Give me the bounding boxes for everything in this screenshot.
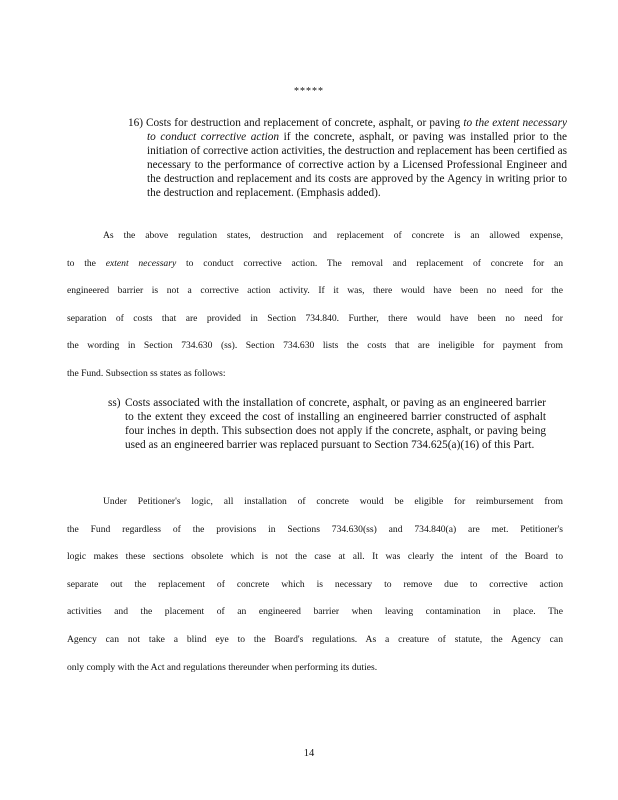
section-separator: ***** — [294, 86, 324, 97]
paragraph-1 — [67, 222, 563, 388]
block-quote-ss — [108, 396, 546, 452]
paragraph-2 — [67, 488, 563, 681]
quote-item-number: ss) — [108, 397, 121, 409]
paragraph-line: Agency can not take a blind eye to the Board's regulations. As a creature of statute, the Agency can — [67, 633, 563, 645]
line-text: to the — [67, 257, 106, 269]
paragraph-line: engineered barrier is not a corrective action activity. If it was, there would have been no need for the — [67, 285, 563, 297]
paragraph-line: the Fund regardless of the provisions in Sections 734.630(ss) and 734.840(a) are met. Petitioner's — [67, 523, 563, 535]
inline-emphasis: extent necessary — [105, 257, 177, 269]
quote-emphasis: to the extent necessary to conduct corrective action — [147, 117, 567, 144]
paragraph-line: logic makes these sections obsolete which is not the case at all. It was clearly the intent of the Board to — [67, 551, 563, 563]
block-quote-16 — [128, 116, 567, 201]
paragraph-line: Under Petitioner's logic, all installation of concrete would be eligible for reimbursement from — [103, 496, 563, 507]
page-number: 14 — [303, 748, 315, 759]
quote-text-pre: Costs for destruction and replacement of concrete, asphalt, or paving — [146, 117, 464, 129]
quote-item-number: 16) — [128, 117, 144, 129]
paragraph-line: As the above regulation states, destruction and replacement of concrete is an allowed expense, — [103, 230, 563, 241]
paragraph-line: only comply with the Act and regulations thereunder when performing its duties. — [67, 661, 378, 673]
quote-text-post: if the concrete, asphalt, or paving was installed prior to the initiation of corrective action activities, the destruction and replacement has been certified as necessary to the performance of corrective action by a Licensed Professional Engineer and the destruction and replacement and its costs are approved by the Agency in writing prior to the destruction and replacement. (Emphasis added). — [147, 131, 567, 200]
paragraph-line: the Fund. Subsection ss states as follows: — [67, 367, 226, 379]
quote-item-text — [128, 116, 567, 201]
line-text: to conduct corrective action. The removal and replacement of concrete for an — [176, 257, 563, 269]
paragraph-line: separate out the replacement of concrete which is necessary to remove due to corrective action — [67, 578, 563, 590]
paragraph-line: the wording in Section 734.630 (ss). Section 734.630 lists the costs that are ineligible for payment from — [67, 340, 563, 352]
paragraph-line: separation of costs that are provided in Section 734.840. Further, there would have been no need for — [67, 312, 563, 324]
paragraph-line: activities and the placement of an engineered barrier when leaving contamination in place. The — [67, 606, 563, 618]
quote-item-text: Costs associated with the installation of concrete, asphalt, or paving as an engineered barrier to the extent they exceed the cost of installing an engineered barrier constructed of asphalt four inches in depth. This subsection does not apply if the concrete, asphalt, or paving being used as an engineered barrier was replaced pursuant to Section 734.625(a)(16) of this Part. — [125, 397, 546, 452]
paragraph-line — [67, 250, 563, 278]
